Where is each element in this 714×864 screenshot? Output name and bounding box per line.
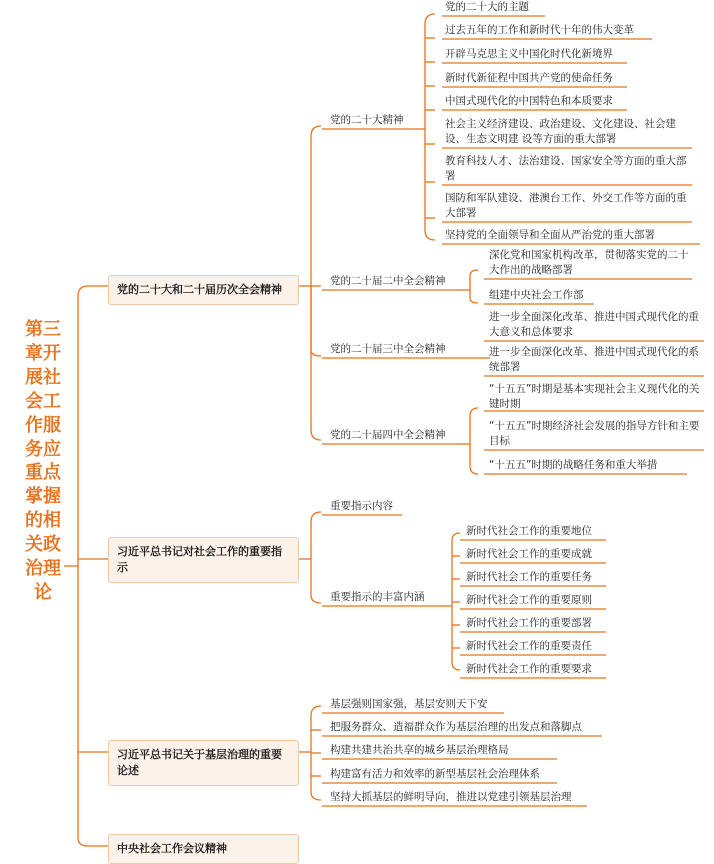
l2-node-third-plenary: 党的二十届三中全会精神 [330, 343, 446, 355]
leaf-item: “十五五”时期的战略任务和重大举措 [489, 459, 658, 471]
l1-node-grassroots-governance: 习近平总书记关于基层治理的重要论述 [108, 740, 299, 786]
leaf-item: 进一步全面深化改革、推进中国式现代化的系统部署 [489, 346, 699, 373]
root-topic: 第三章开展社会工作服务应重点掌握的相关政治理论 [25, 319, 61, 603]
l2-node-instruction-connotation: 重要指示的丰富内涵 [330, 591, 425, 603]
l1-node-social-work-instructions: 习近平总书记对社会工作的重要指示 [108, 537, 299, 583]
leaf-item: “十五五”时期是基本实现社会主义现代化的关键时期 [489, 383, 700, 410]
leaf-item: 新时代社会工作的重要原则 [466, 594, 592, 606]
leaf-item: 把服务群众、造福群众作为基层治理的出发点和落脚点 [330, 721, 582, 733]
leaf-item: 新时代社会工作的重要地位 [466, 525, 592, 537]
leaf-item: 新时代新征程中国共产党的使命任务 [445, 72, 613, 84]
leaf-item: 进一步全面深化改革、推进中国式现代化的重大意义和总体要求 [489, 311, 699, 338]
leaf-item: 构建富有活力和效率的新型基层社会治理体系 [330, 768, 540, 780]
leaf-item: 新时代社会工作的重要任务 [466, 571, 592, 583]
leaf-item: 中国式现代化的中国特色和本质要求 [445, 95, 613, 107]
leaf-item: “十五五”时期经济社会发展的指导方针和主要目标 [489, 420, 700, 447]
leaf-item: 党的二十大的主题 [445, 1, 529, 13]
leaf-item: 构建共建共治共享的城乡基层治理格局 [330, 744, 509, 756]
l2-node-second-plenary: 党的二十届二中全会精神 [330, 275, 446, 287]
leaf-item: 社会主义经济建设、政治建设、文化建设、社会建设、生态文明建 设等方面的重大部署 [445, 118, 676, 145]
l2-node-fourth-plenary: 党的二十届四中全会精神 [330, 429, 446, 441]
l2-node-20th-congress: 党的二十大精神 [330, 114, 404, 126]
l2-node-instruction-content: 重要指示内容 [330, 500, 393, 512]
leaf-item: 组建中央社会工作部 [489, 289, 584, 301]
leaf-item: 新时代社会工作的重要责任 [466, 640, 592, 652]
leaf-item: 新时代社会工作的重要要求 [466, 663, 592, 675]
leaf-item: 新时代社会工作的重要部署 [466, 617, 592, 629]
leaf-item: 深化党和国家机构改革，贯彻落实党的二十大作出的战略部署 [489, 249, 689, 276]
leaf-item: 过去五年的工作和新时代十年的伟大变革 [445, 24, 634, 36]
leaf-item: 坚持大抓基层的鲜明导向，推进以党建引领基层治理 [330, 791, 572, 803]
leaf-item: 新时代社会工作的重要成就 [466, 548, 592, 560]
l1-node-congress-plenary: 党的二十大和二十届历次全会精神 [108, 275, 299, 305]
leaf-item: 坚持党的全面领导和全面从严治党的重大部署 [445, 229, 655, 241]
leaf-item: 基层强则国家强，基层安则天下安 [330, 698, 488, 710]
l1-node-central-social-work-meeting: 中央社会工作会议精神 [108, 834, 299, 864]
leaf-item: 开辟马克思主义中国化时代化新境界 [445, 48, 613, 60]
leaf-item: 国防和军队建设、港澳台工作、外交工作等方面的重大部署 [445, 192, 687, 219]
leaf-item: 教育科技人才、法治建设、国家安全等方面的重大部署 [445, 155, 687, 182]
